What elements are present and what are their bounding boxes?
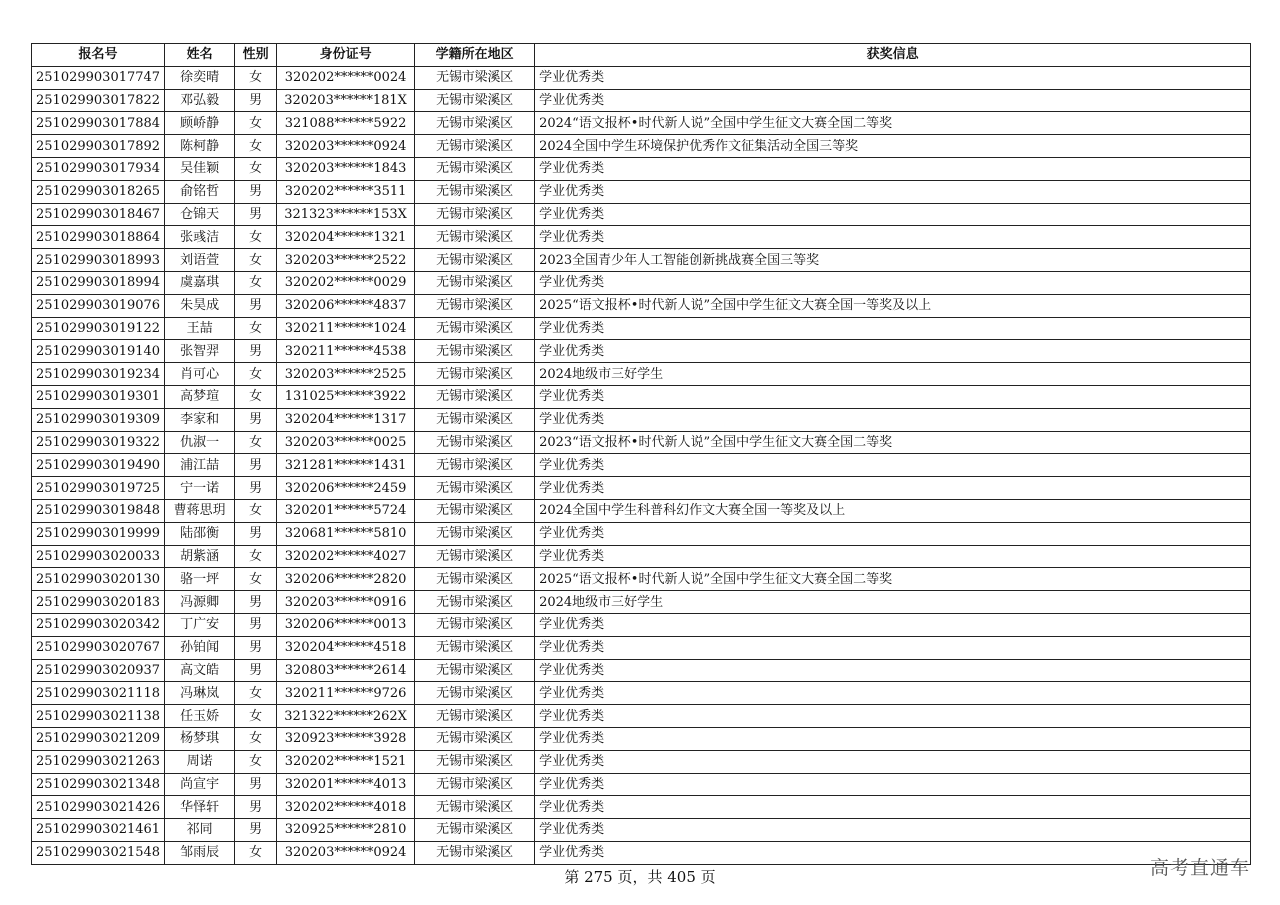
registration-no-cell: 251029903018467 bbox=[32, 203, 165, 226]
table-row bbox=[32, 477, 1251, 500]
id-number-cell: 320203******181X bbox=[277, 89, 415, 112]
award-info-cell: 学业优秀类 bbox=[535, 796, 1251, 819]
award-info-cell: 2025“语文报杯•时代新人说”全国中学生征文大赛全国一等奖及以上 bbox=[535, 294, 1251, 317]
table-row bbox=[32, 522, 1251, 545]
award-info-cell: 2025“语文报杯•时代新人说”全国中学生征文大赛全国二等奖 bbox=[535, 568, 1251, 591]
gender-cell: 女 bbox=[235, 705, 277, 728]
table-row bbox=[32, 317, 1251, 340]
name-cell: 王喆 bbox=[165, 317, 235, 340]
name-cell: 浦江喆 bbox=[165, 454, 235, 477]
page-number: 第 275 页，共 405 页 bbox=[564, 868, 716, 886]
award-info-cell: 学业优秀类 bbox=[535, 454, 1251, 477]
region-cell: 无锡市梁溪区 bbox=[415, 454, 535, 477]
award-list-table bbox=[31, 43, 1251, 865]
id-number-cell: 320203******1843 bbox=[277, 157, 415, 180]
award-info-cell: 2024全国中学生环境保护优秀作文征集活动全国三等奖 bbox=[535, 135, 1251, 158]
name-cell: 任玉娇 bbox=[165, 705, 235, 728]
region-cell: 无锡市梁溪区 bbox=[415, 271, 535, 294]
award-info-cell: 学业优秀类 bbox=[535, 477, 1251, 500]
col-header-registration-no: 报名号 bbox=[32, 44, 165, 67]
registration-no-cell: 251029903020342 bbox=[32, 613, 165, 636]
table-row bbox=[32, 613, 1251, 636]
region-cell: 无锡市梁溪区 bbox=[415, 636, 535, 659]
name-cell: 徐奕晴 bbox=[165, 66, 235, 89]
table-row bbox=[32, 819, 1251, 842]
region-cell: 无锡市梁溪区 bbox=[415, 773, 535, 796]
table-row bbox=[32, 385, 1251, 408]
id-number-cell: 131025******3922 bbox=[277, 385, 415, 408]
region-cell: 无锡市梁溪区 bbox=[415, 408, 535, 431]
id-number-cell: 320202******3511 bbox=[277, 180, 415, 203]
name-cell: 张彧洁 bbox=[165, 226, 235, 249]
gender-cell: 女 bbox=[235, 499, 277, 522]
region-cell: 无锡市梁溪区 bbox=[415, 385, 535, 408]
table-row bbox=[32, 796, 1251, 819]
gender-cell: 男 bbox=[235, 408, 277, 431]
award-info-cell: 学业优秀类 bbox=[535, 727, 1251, 750]
region-cell: 无锡市梁溪区 bbox=[415, 613, 535, 636]
name-cell: 肖可心 bbox=[165, 363, 235, 386]
gender-cell: 女 bbox=[235, 568, 277, 591]
id-number-cell: 320203******2522 bbox=[277, 249, 415, 272]
award-info-cell: 学业优秀类 bbox=[535, 317, 1251, 340]
id-number-cell: 320925******2810 bbox=[277, 819, 415, 842]
col-header-region: 学籍所在地区 bbox=[415, 44, 535, 67]
table-row bbox=[32, 591, 1251, 614]
registration-no-cell: 251029903019301 bbox=[32, 385, 165, 408]
registration-no-cell: 251029903019234 bbox=[32, 363, 165, 386]
region-cell: 无锡市梁溪区 bbox=[415, 841, 535, 864]
region-cell: 无锡市梁溪区 bbox=[415, 340, 535, 363]
name-cell: 高梦瑄 bbox=[165, 385, 235, 408]
award-info-cell: 学业优秀类 bbox=[535, 750, 1251, 773]
registration-no-cell: 251029903020130 bbox=[32, 568, 165, 591]
table-row bbox=[32, 180, 1251, 203]
gender-cell: 女 bbox=[235, 271, 277, 294]
region-cell: 无锡市梁溪区 bbox=[415, 819, 535, 842]
region-cell: 无锡市梁溪区 bbox=[415, 568, 535, 591]
gender-cell: 男 bbox=[235, 659, 277, 682]
gender-cell: 女 bbox=[235, 66, 277, 89]
region-cell: 无锡市梁溪区 bbox=[415, 431, 535, 454]
name-cell: 丁广安 bbox=[165, 613, 235, 636]
id-number-cell: 321323******153X bbox=[277, 203, 415, 226]
registration-no-cell: 251029903019848 bbox=[32, 499, 165, 522]
name-cell: 朱昊成 bbox=[165, 294, 235, 317]
name-cell: 华怿轩 bbox=[165, 796, 235, 819]
region-cell: 无锡市梁溪区 bbox=[415, 157, 535, 180]
gender-cell: 男 bbox=[235, 522, 277, 545]
table-row bbox=[32, 545, 1251, 568]
registration-no-cell: 251029903021118 bbox=[32, 682, 165, 705]
award-info-cell: 学业优秀类 bbox=[535, 180, 1251, 203]
registration-no-cell: 251029903019322 bbox=[32, 431, 165, 454]
registration-no-cell: 251029903021548 bbox=[32, 841, 165, 864]
table-row bbox=[32, 568, 1251, 591]
name-cell: 仓锦天 bbox=[165, 203, 235, 226]
table-row bbox=[32, 705, 1251, 728]
id-number-cell: 320204******4518 bbox=[277, 636, 415, 659]
id-number-cell: 320923******3928 bbox=[277, 727, 415, 750]
award-info-cell: 学业优秀类 bbox=[535, 157, 1251, 180]
name-cell: 邹雨辰 bbox=[165, 841, 235, 864]
table-body bbox=[32, 66, 1251, 864]
award-info-cell: 学业优秀类 bbox=[535, 773, 1251, 796]
gender-cell: 女 bbox=[235, 727, 277, 750]
registration-no-cell: 251029903017747 bbox=[32, 66, 165, 89]
registration-no-cell: 251029903020767 bbox=[32, 636, 165, 659]
gender-cell: 男 bbox=[235, 636, 277, 659]
id-number-cell: 320206******4837 bbox=[277, 294, 415, 317]
table-row bbox=[32, 66, 1251, 89]
name-cell: 张智羿 bbox=[165, 340, 235, 363]
id-number-cell: 321322******262X bbox=[277, 705, 415, 728]
award-info-cell: 学业优秀类 bbox=[535, 545, 1251, 568]
id-number-cell: 320206******2459 bbox=[277, 477, 415, 500]
header-row bbox=[32, 44, 1251, 67]
gender-cell: 男 bbox=[235, 477, 277, 500]
award-info-cell: 学业优秀类 bbox=[535, 89, 1251, 112]
registration-no-cell: 251029903018994 bbox=[32, 271, 165, 294]
region-cell: 无锡市梁溪区 bbox=[415, 180, 535, 203]
id-number-cell: 320202******0029 bbox=[277, 271, 415, 294]
region-cell: 无锡市梁溪区 bbox=[415, 66, 535, 89]
name-cell: 孙铂闻 bbox=[165, 636, 235, 659]
registration-no-cell: 251029903021138 bbox=[32, 705, 165, 728]
award-info-cell: 2024“语文报杯•时代新人说”全国中学生征文大赛全国二等奖 bbox=[535, 112, 1251, 135]
name-cell: 宁一诺 bbox=[165, 477, 235, 500]
table-header bbox=[32, 44, 1251, 67]
region-cell: 无锡市梁溪区 bbox=[415, 682, 535, 705]
registration-no-cell: 251029903021426 bbox=[32, 796, 165, 819]
registration-no-cell: 251029903019999 bbox=[32, 522, 165, 545]
gender-cell: 男 bbox=[235, 454, 277, 477]
table-row bbox=[32, 112, 1251, 135]
name-cell: 祁同 bbox=[165, 819, 235, 842]
region-cell: 无锡市梁溪区 bbox=[415, 135, 535, 158]
registration-no-cell: 251029903019140 bbox=[32, 340, 165, 363]
gender-cell: 男 bbox=[235, 340, 277, 363]
gender-cell: 女 bbox=[235, 363, 277, 386]
id-number-cell: 320203******0025 bbox=[277, 431, 415, 454]
region-cell: 无锡市梁溪区 bbox=[415, 499, 535, 522]
gender-cell: 女 bbox=[235, 841, 277, 864]
award-info-cell: 学业优秀类 bbox=[535, 522, 1251, 545]
region-cell: 无锡市梁溪区 bbox=[415, 750, 535, 773]
award-info-cell: 学业优秀类 bbox=[535, 66, 1251, 89]
registration-no-cell: 251029903019076 bbox=[32, 294, 165, 317]
col-header-gender: 性别 bbox=[235, 44, 277, 67]
award-info-cell: 学业优秀类 bbox=[535, 340, 1251, 363]
region-cell: 无锡市梁溪区 bbox=[415, 545, 535, 568]
award-info-cell: 学业优秀类 bbox=[535, 226, 1251, 249]
gender-cell: 男 bbox=[235, 89, 277, 112]
registration-no-cell: 251029903017822 bbox=[32, 89, 165, 112]
table-row bbox=[32, 773, 1251, 796]
award-info-cell: 学业优秀类 bbox=[535, 636, 1251, 659]
region-cell: 无锡市梁溪区 bbox=[415, 363, 535, 386]
registration-no-cell: 251029903017934 bbox=[32, 157, 165, 180]
gender-cell: 男 bbox=[235, 773, 277, 796]
col-header-name: 姓名 bbox=[165, 44, 235, 67]
award-info-cell: 学业优秀类 bbox=[535, 408, 1251, 431]
name-cell: 陈柯静 bbox=[165, 135, 235, 158]
registration-no-cell: 251029903021263 bbox=[32, 750, 165, 773]
id-number-cell: 321088******5922 bbox=[277, 112, 415, 135]
gender-cell: 女 bbox=[235, 385, 277, 408]
region-cell: 无锡市梁溪区 bbox=[415, 796, 535, 819]
name-cell: 冯琳岚 bbox=[165, 682, 235, 705]
award-info-cell: 2024全国中学生科普科幻作文大赛全国一等奖及以上 bbox=[535, 499, 1251, 522]
name-cell: 骆一坪 bbox=[165, 568, 235, 591]
gender-cell: 女 bbox=[235, 431, 277, 454]
award-info-cell: 学业优秀类 bbox=[535, 203, 1251, 226]
id-number-cell: 320204******1317 bbox=[277, 408, 415, 431]
region-cell: 无锡市梁溪区 bbox=[415, 226, 535, 249]
table-row bbox=[32, 157, 1251, 180]
name-cell: 虞嘉琪 bbox=[165, 271, 235, 294]
registration-no-cell: 251029903020937 bbox=[32, 659, 165, 682]
id-number-cell: 320202******4018 bbox=[277, 796, 415, 819]
gender-cell: 男 bbox=[235, 796, 277, 819]
registration-no-cell: 251029903018265 bbox=[32, 180, 165, 203]
table-row bbox=[32, 841, 1251, 864]
registration-no-cell: 251029903018993 bbox=[32, 249, 165, 272]
id-number-cell: 320211******1024 bbox=[277, 317, 415, 340]
id-number-cell: 320201******5724 bbox=[277, 499, 415, 522]
name-cell: 顾峤静 bbox=[165, 112, 235, 135]
gender-cell: 男 bbox=[235, 613, 277, 636]
region-cell: 无锡市梁溪区 bbox=[415, 591, 535, 614]
table-row bbox=[32, 659, 1251, 682]
id-number-cell: 320204******1321 bbox=[277, 226, 415, 249]
col-header-award-info: 获奖信息 bbox=[535, 44, 1251, 67]
award-info-cell: 学业优秀类 bbox=[535, 271, 1251, 294]
registration-no-cell: 251029903019490 bbox=[32, 454, 165, 477]
gender-cell: 男 bbox=[235, 203, 277, 226]
gender-cell: 女 bbox=[235, 249, 277, 272]
id-number-cell: 320211******4538 bbox=[277, 340, 415, 363]
name-cell: 杨梦琪 bbox=[165, 727, 235, 750]
table-row bbox=[32, 249, 1251, 272]
gender-cell: 女 bbox=[235, 112, 277, 135]
registration-no-cell: 251029903019725 bbox=[32, 477, 165, 500]
table-row bbox=[32, 294, 1251, 317]
award-info-cell: 学业优秀类 bbox=[535, 682, 1251, 705]
table-row bbox=[32, 363, 1251, 386]
region-cell: 无锡市梁溪区 bbox=[415, 249, 535, 272]
name-cell: 尚宣宇 bbox=[165, 773, 235, 796]
registration-no-cell: 251029903021209 bbox=[32, 727, 165, 750]
table-row bbox=[32, 271, 1251, 294]
region-cell: 无锡市梁溪区 bbox=[415, 294, 535, 317]
region-cell: 无锡市梁溪区 bbox=[415, 477, 535, 500]
name-cell: 周诺 bbox=[165, 750, 235, 773]
award-info-cell: 学业优秀类 bbox=[535, 659, 1251, 682]
gender-cell: 女 bbox=[235, 750, 277, 773]
gender-cell: 女 bbox=[235, 157, 277, 180]
table-row bbox=[32, 226, 1251, 249]
table-row bbox=[32, 750, 1251, 773]
name-cell: 曹蒋思玥 bbox=[165, 499, 235, 522]
id-number-cell: 320202******1521 bbox=[277, 750, 415, 773]
table-row bbox=[32, 89, 1251, 112]
registration-no-cell: 251029903020033 bbox=[32, 545, 165, 568]
table-row bbox=[32, 499, 1251, 522]
table-row bbox=[32, 636, 1251, 659]
registration-no-cell: 251029903019122 bbox=[32, 317, 165, 340]
region-cell: 无锡市梁溪区 bbox=[415, 112, 535, 135]
award-info-cell: 2023全国青少年人工智能创新挑战赛全国三等奖 bbox=[535, 249, 1251, 272]
table-row bbox=[32, 454, 1251, 477]
award-info-cell: 学业优秀类 bbox=[535, 841, 1251, 864]
region-cell: 无锡市梁溪区 bbox=[415, 705, 535, 728]
gender-cell: 女 bbox=[235, 135, 277, 158]
region-cell: 无锡市梁溪区 bbox=[415, 203, 535, 226]
id-number-cell: 320203******2525 bbox=[277, 363, 415, 386]
gender-cell: 女 bbox=[235, 317, 277, 340]
id-number-cell: 320202******4027 bbox=[277, 545, 415, 568]
gender-cell: 男 bbox=[235, 180, 277, 203]
award-info-cell: 学业优秀类 bbox=[535, 705, 1251, 728]
name-cell: 俞铭哲 bbox=[165, 180, 235, 203]
gender-cell: 女 bbox=[235, 545, 277, 568]
name-cell: 仇淑一 bbox=[165, 431, 235, 454]
name-cell: 高文皓 bbox=[165, 659, 235, 682]
id-number-cell: 321281******1431 bbox=[277, 454, 415, 477]
region-cell: 无锡市梁溪区 bbox=[415, 522, 535, 545]
registration-no-cell: 251029903021461 bbox=[32, 819, 165, 842]
gender-cell: 男 bbox=[235, 591, 277, 614]
award-info-cell: 2023“语文报杯•时代新人说”全国中学生征文大赛全国二等奖 bbox=[535, 431, 1251, 454]
id-number-cell: 320206******2820 bbox=[277, 568, 415, 591]
name-cell: 邓弘毅 bbox=[165, 89, 235, 112]
registration-no-cell: 251029903017892 bbox=[32, 135, 165, 158]
gender-cell: 男 bbox=[235, 819, 277, 842]
award-info-cell: 学业优秀类 bbox=[535, 385, 1251, 408]
table-row bbox=[32, 340, 1251, 363]
registration-no-cell: 251029903017884 bbox=[32, 112, 165, 135]
id-number-cell: 320201******4013 bbox=[277, 773, 415, 796]
id-number-cell: 320206******0013 bbox=[277, 613, 415, 636]
gender-cell: 女 bbox=[235, 682, 277, 705]
id-number-cell: 320681******5810 bbox=[277, 522, 415, 545]
region-cell: 无锡市梁溪区 bbox=[415, 317, 535, 340]
registration-no-cell: 251029903018864 bbox=[32, 226, 165, 249]
id-number-cell: 320203******0924 bbox=[277, 135, 415, 158]
id-number-cell: 320203******0924 bbox=[277, 841, 415, 864]
table-row bbox=[32, 203, 1251, 226]
table-row bbox=[32, 408, 1251, 431]
region-cell: 无锡市梁溪区 bbox=[415, 89, 535, 112]
name-cell: 胡紫涵 bbox=[165, 545, 235, 568]
award-info-cell: 学业优秀类 bbox=[535, 819, 1251, 842]
watermark-logo: 高考直通车 bbox=[1149, 857, 1250, 879]
table-row bbox=[32, 682, 1251, 705]
name-cell: 陆邵衡 bbox=[165, 522, 235, 545]
gender-cell: 男 bbox=[235, 294, 277, 317]
id-number-cell: 320211******9726 bbox=[277, 682, 415, 705]
name-cell: 刘语萱 bbox=[165, 249, 235, 272]
award-info-cell: 2024地级市三好学生 bbox=[535, 363, 1251, 386]
award-info-cell: 2024地级市三好学生 bbox=[535, 591, 1251, 614]
table-row bbox=[32, 135, 1251, 158]
region-cell: 无锡市梁溪区 bbox=[415, 727, 535, 750]
registration-no-cell: 251029903020183 bbox=[32, 591, 165, 614]
id-number-cell: 320803******2614 bbox=[277, 659, 415, 682]
name-cell: 李家和 bbox=[165, 408, 235, 431]
region-cell: 无锡市梁溪区 bbox=[415, 659, 535, 682]
table-row bbox=[32, 727, 1251, 750]
registration-no-cell: 251029903021348 bbox=[32, 773, 165, 796]
id-number-cell: 320202******0024 bbox=[277, 66, 415, 89]
gender-cell: 女 bbox=[235, 226, 277, 249]
id-number-cell: 320203******0916 bbox=[277, 591, 415, 614]
table-row bbox=[32, 431, 1251, 454]
award-info-cell: 学业优秀类 bbox=[535, 613, 1251, 636]
col-header-id-number: 身份证号 bbox=[277, 44, 415, 67]
name-cell: 冯源卿 bbox=[165, 591, 235, 614]
registration-no-cell: 251029903019309 bbox=[32, 408, 165, 431]
name-cell: 吴佳颖 bbox=[165, 157, 235, 180]
